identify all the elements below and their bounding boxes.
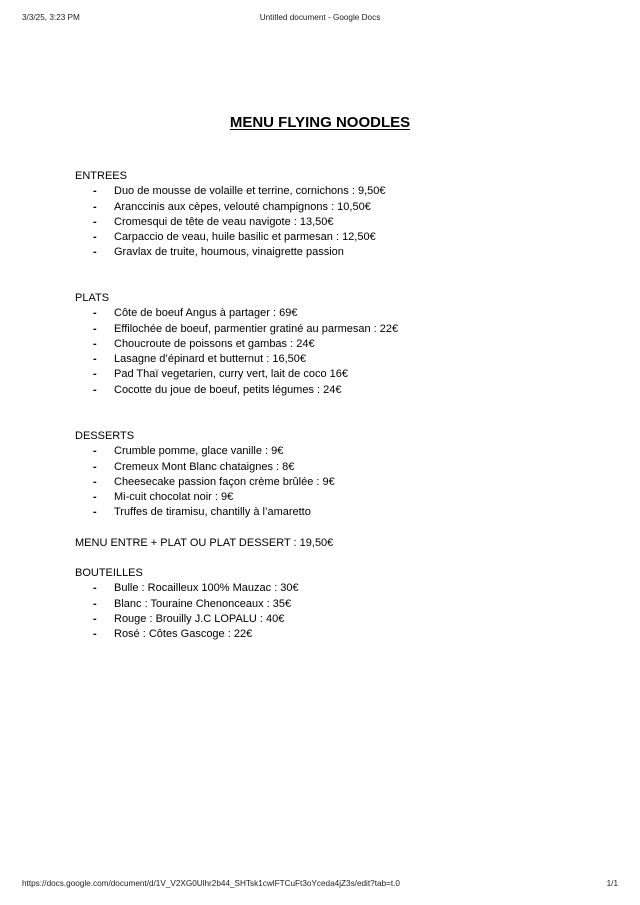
bullet-dash: - — [93, 200, 97, 213]
section-heading: DESSERTS — [75, 430, 135, 442]
section-entrees — [75, 169, 575, 261]
print-header — [22, 13, 618, 27]
bullet-dash: - — [93, 246, 97, 259]
bullet-dash: - — [93, 475, 97, 488]
section-heading: ENTREES — [75, 170, 127, 182]
menu-item — [75, 200, 575, 215]
menu-item — [75, 322, 575, 337]
menu-item — [75, 245, 575, 260]
bullet-dash: - — [93, 215, 97, 228]
bullet-dash: - — [93, 185, 97, 198]
menu-item-text: Lasagne d’épinard et butternut : 16,50€ — [114, 353, 307, 366]
bullet-dash: - — [93, 353, 97, 366]
menu-item — [75, 367, 575, 382]
menu-item-text: Truffes de tiramisu, chantilly à l’amaretto — [114, 506, 311, 519]
menu-item-text: Aranccinis aux cèpes, velouté champignons : 10,50€ — [114, 200, 371, 213]
menu-item-text: Mi-cuit chocolat noir : 9€ — [114, 491, 234, 504]
bullet-dash: - — [93, 445, 97, 458]
section-heading: PLATS — [75, 292, 110, 304]
menu-item-text: Duo de mousse de volaille et terrine, cornichons : 9,50€ — [114, 185, 386, 198]
print-url: https://docs.google.com/document/d/1V_V2XG0Ulhr2b44_SHTsk1cwlFTCuFt3oYceda4jZ3s/edit?tab=t.0 — [22, 879, 400, 888]
menu-item — [75, 337, 575, 352]
menu-item — [75, 475, 575, 490]
menu-item — [75, 597, 575, 612]
menu-item-text: Rouge : Brouilly J.C LOPALU : 40€ — [114, 612, 285, 625]
page-number: 1/1 — [606, 879, 618, 888]
print-document-title: Untitled document - Google Docs — [259, 13, 381, 22]
section-plats — [75, 291, 575, 398]
print-date: 3/3/25, 3:23 PM — [22, 13, 80, 22]
bullet-dash: - — [93, 491, 97, 504]
menu-item — [75, 627, 575, 642]
item-list — [75, 444, 575, 520]
menu-item-text: Cremeux Mont Blanc chataignes : 8€ — [114, 460, 295, 473]
bullet-dash: - — [93, 597, 97, 610]
bullet-dash: - — [93, 368, 97, 381]
menu-item — [75, 612, 575, 627]
bullet-dash: - — [93, 628, 97, 641]
menu-item — [75, 460, 575, 475]
menu-title: MENU FLYING NOODLES — [229, 114, 411, 131]
print-footer — [22, 879, 618, 893]
menu-item — [75, 306, 575, 321]
menu-item — [75, 215, 575, 230]
section-bouteilles — [75, 566, 575, 642]
menu-item — [75, 184, 575, 199]
bullet-dash: - — [93, 383, 97, 396]
menu-item-text: Côte de boeuf Angus à partager : 69€ — [114, 307, 298, 320]
menu-item — [75, 352, 575, 367]
menu-item — [75, 505, 575, 520]
bullet-dash: - — [93, 612, 97, 625]
menu-item-text: Carpaccio de veau, huile basilic et parmesan : 12,50€ — [114, 231, 376, 244]
menu-item-text: Gravlax de truite, houmous, vinaigrette passion — [114, 246, 344, 259]
menu-item-text: Effilochée de boeuf, parmentier gratiné au parmesan : 22€ — [114, 322, 399, 335]
bullet-dash: - — [93, 582, 97, 595]
menu-item-text: Choucroute de poissons et gambas : 24€ — [114, 337, 315, 350]
item-list — [75, 581, 575, 642]
menu-item — [75, 490, 575, 505]
menu-item — [75, 230, 575, 245]
bullet-dash: - — [93, 506, 97, 519]
bullet-dash: - — [93, 307, 97, 320]
menu-item — [75, 383, 575, 398]
menu-item-text: Cheesecake passion façon crème brûlée : 9€ — [114, 475, 335, 488]
bullet-dash: - — [93, 322, 97, 335]
menu-combo-price: MENU ENTRE + PLAT OU PLAT DESSERT : 19,50€ — [75, 537, 334, 549]
section-desserts — [75, 429, 575, 521]
section-heading: BOUTEILLES — [75, 567, 143, 579]
menu-item — [75, 581, 575, 596]
bullet-dash: - — [93, 231, 97, 244]
item-list — [75, 184, 575, 260]
menu-item-text: Crumble pomme, glace vanille : 9€ — [114, 445, 284, 458]
menu-item-text: Bulle : Rocailleux 100% Mauzac : 30€ — [114, 582, 299, 595]
menu-item-text: Pad Thaï vegetarien, curry vert, lait de coco 16€ — [114, 368, 348, 381]
menu-item-text: Rosé : Côtes Gascoge : 22€ — [114, 628, 253, 641]
item-list — [75, 306, 575, 398]
menu-item-text: Cromesqui de tête de veau navigote : 13,50€ — [114, 215, 334, 228]
bullet-dash: - — [93, 337, 97, 350]
menu-item — [75, 444, 575, 459]
menu-item-text: Cocotte du joue de boeuf, petits légumes : 24€ — [114, 383, 342, 396]
bullet-dash: - — [93, 460, 97, 473]
menu-item-text: Blanc : Touraine Chenonceaux : 35€ — [114, 597, 292, 610]
